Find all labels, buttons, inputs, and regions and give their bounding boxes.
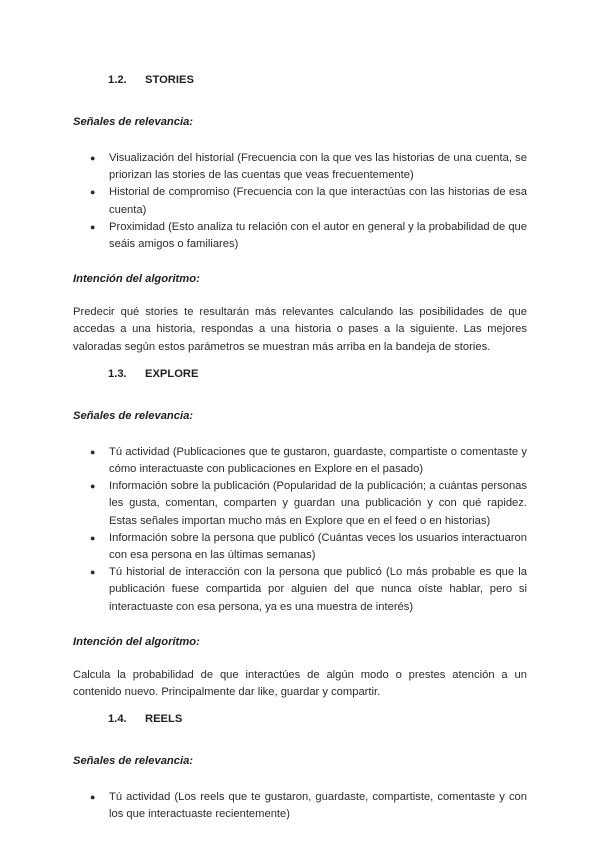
section-heading-reels bbox=[108, 711, 527, 727]
section-number: 1.4. bbox=[108, 713, 127, 726]
intent-heading: Intención del algoritmo: bbox=[73, 273, 200, 286]
bullet-icon: ● bbox=[90, 532, 96, 543]
list-item: ● Visualización del historial (Frecuencia con la que ves las historias de una cuenta, se priorizan las stories de las cuentas que veas frecuentemente) bbox=[90, 152, 527, 182]
bullet-icon: ● bbox=[90, 792, 96, 803]
section-heading-stories bbox=[108, 72, 527, 88]
intent-paragraph: Calcula la probabilidad de que interactúes de algún modo o prestes atención a un contenido nuevo. Principalmente dar like, guardar y compartir. bbox=[73, 668, 527, 699]
bullet-icon: ● bbox=[90, 187, 96, 198]
document-content bbox=[73, 72, 527, 824]
list-item: ● Historial de compromiso (Frecuencia con la que interactúas con las historias de esa cuenta) bbox=[90, 186, 527, 216]
intent-paragraph: Predecir qué stories te resultarán más relevantes calculando las posibilidades de que accedas a una historia, respondas a una historia o pases a la siguiente. Las mejores valoradas según estos parámetros se muestran más arriba en la bandeja de stories. bbox=[73, 306, 527, 353]
list-item: ● Tú actividad (Los reels que te gustaron, guardaste, compartiste, comentaste y con los que interactuaste recientemente) bbox=[90, 791, 527, 821]
bullet-icon: ● bbox=[90, 221, 96, 232]
section-heading-explore bbox=[108, 366, 527, 382]
signals-heading: Señales de relevancia: bbox=[73, 755, 194, 768]
list-item: ● Información sobre la publicación (Popularidad de la publicación; a cuántas personas les gusta, comentan, comparten y guardan una publicación y con qué rapidez. Estas señales importan mucho más en Explore que en el feed o en historias) bbox=[90, 480, 527, 527]
signals-heading: Señales de relevancia: bbox=[73, 116, 194, 128]
bullet-icon: ● bbox=[90, 153, 96, 163]
signals-heading: Señales de relevancia: bbox=[73, 409, 194, 422]
signals-list bbox=[73, 150, 527, 253]
bullet-icon: ● bbox=[90, 567, 96, 578]
list-item: ● Proximidad (Esto analiza tu relación con el autor en general y la probabilidad de que seáis amigos o familiares) bbox=[90, 220, 527, 251]
bullet-icon: ● bbox=[90, 446, 96, 457]
signals-list bbox=[73, 789, 527, 823]
list-item: ● Tú actividad (Publicaciones que te gustaron, guardaste, compartiste o comentaste y cómo interactuaste con publicaciones en Explore en el pasado) bbox=[90, 445, 527, 476]
list-item: ● Información sobre la persona que publicó (Cuántas veces los usuarios interactuaron con esa persona en las últimas semanas) bbox=[90, 531, 527, 562]
section-number: 1.3. bbox=[108, 367, 127, 380]
section-title: EXPLORE bbox=[145, 367, 199, 380]
section-number: 1.2. bbox=[108, 74, 127, 86]
section-title: STORIES bbox=[145, 74, 194, 86]
list-item: ● Tú historial de interacción con la persona que publicó (Lo más probable es que la publicación fuese compartida por alguien del que nunca oíste hablar, pero si interactuaste con esa persona, ya es una muestra de interés) bbox=[90, 566, 527, 613]
section-title: REELS bbox=[145, 713, 183, 726]
bullet-icon: ● bbox=[90, 481, 96, 492]
signals-list bbox=[73, 444, 527, 616]
intent-heading: Intención del algoritmo: bbox=[73, 635, 200, 648]
